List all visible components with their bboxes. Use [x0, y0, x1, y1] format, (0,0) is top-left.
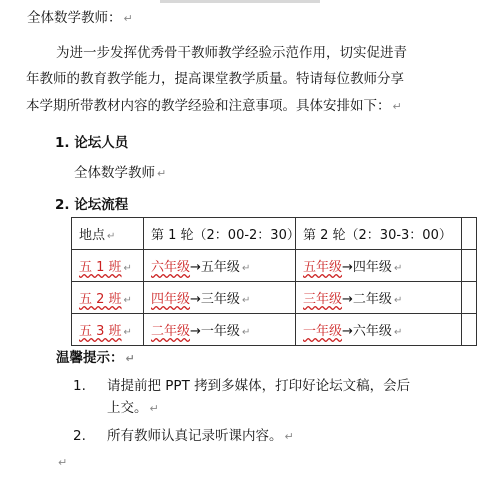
table-header-cell: 地点 ↵	[72, 218, 144, 250]
paragraph-mark: ↵	[149, 402, 159, 415]
table-end-cell	[462, 218, 477, 250]
tip-1-number: 1.	[73, 378, 86, 394]
schedule-table	[71, 217, 477, 346]
section-1-title: 1. 论坛人员	[55, 135, 129, 151]
table-row	[72, 314, 477, 346]
paragraph-mark: ↵	[125, 352, 135, 365]
table-end-cell	[462, 250, 477, 282]
table-cell-round1: 六年级→五年级 ↵	[144, 250, 296, 282]
intro-paragraph-line-1: 为进一步发挥优秀骨干教师教学经验示范作用，切实促进青	[56, 45, 407, 61]
table-cell-place: 五 1 班 ↵	[72, 250, 144, 282]
table-header-cell: 第 1 轮（2：00-2：30）	[144, 218, 296, 250]
table-cell-round1: 四年级→三年级 ↵	[144, 282, 296, 314]
table-row	[72, 282, 477, 314]
paragraph-mark: ↵	[123, 12, 133, 25]
tip-2-text: 所有教师认真记录听课内容。 ↵	[107, 428, 294, 444]
paragraph-mark: ↵	[157, 167, 167, 180]
tip-2-number: 2.	[73, 428, 86, 444]
table-cell-round1: 二年级→一年级 ↵	[144, 314, 296, 346]
table-end-cell	[462, 314, 477, 346]
table-cell-place: 五 2 班 ↵	[72, 282, 144, 314]
table-row	[72, 250, 477, 282]
table-end-cell	[462, 282, 477, 314]
tips-title: 温馨提示： ↵	[56, 350, 135, 366]
table-cell-round2: 五年级→四年级 ↵	[296, 250, 462, 282]
paragraph-mark: ↵	[284, 430, 294, 443]
table-cell-place: 五 3 班 ↵	[72, 314, 144, 346]
section-1-body: 全体数学教师 ↵	[74, 165, 167, 181]
tip-1-line-1: 请提前把 PPT 拷到多媒体，打印好论坛文稿，会后	[107, 378, 411, 394]
table-header-row	[72, 218, 477, 250]
table-cell-round2: 三年级→二年级 ↵	[296, 282, 462, 314]
intro-paragraph-line-2: 年教师的教育教学能力，提高课堂教学质量。特请每位教师分享	[26, 71, 404, 87]
paragraph-mark: ↵	[392, 100, 402, 113]
table-header-cell: 第 2 轮（2：30-3：00）	[296, 218, 462, 250]
tip-1-line-2: 上交。 ↵	[107, 400, 159, 416]
section-2-title: 2. 论坛流程	[55, 197, 129, 213]
salutation: 全体数学教师： ↵	[27, 10, 133, 26]
trailing-paragraph-mark: ↵	[58, 456, 68, 469]
intro-paragraph-line-3: 本学期所带教材内容的教学经验和注意事项。具体安排如下： ↵	[26, 98, 402, 114]
table-cell-round2: 一年级→六年级 ↵	[296, 314, 462, 346]
